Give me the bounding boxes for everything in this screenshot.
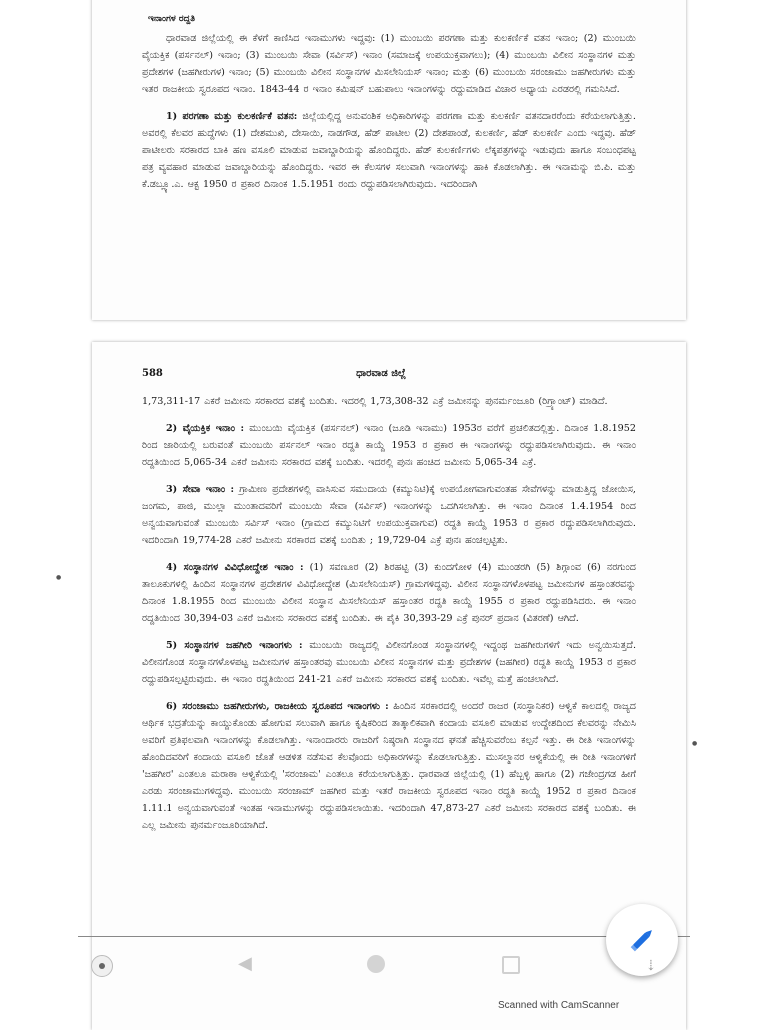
section-heading: 3) ಸೇವಾ ಇನಾಂ : (166, 484, 235, 495)
scan-speck: ● (56, 574, 62, 581)
page-running-header: ಇನಾಂಗಳ ರದ್ದತಿ (148, 14, 196, 24)
section-heading: 2) ವೈಯಕ್ತಿಕ ಇನಾಂ : (166, 423, 245, 434)
back-triangle-icon[interactable]: ◀ (238, 953, 252, 974)
scanner-watermark: Scanned with CamScanner (498, 1000, 620, 1011)
section-body: ಜಿಲ್ಲೆಯಲ್ಲಿದ್ದ ಅನುವಂಶಿಕ ಅಧಿಕಾರಿಗಳನ್ನು ಪರಗಣಾ ಮತ್ತು ಕುಲಕರ್ಣಿ ವತನದಾರರೆಂದು ಕರೆಯಲಾಗುತ್ತಿತ್ತು. ಅವರಲ್ಲಿ ಕೆಲವರ ಹುದ್ದೆಗಳು (1) ದೇಶಮುಖಿ, ದೇಸಾಯಿ, ನಾಡಗೌಡ, ಹೆಡ್ ಪಾಟೀಲ (2) ದೇಶಪಾಂಡೆ, ಕುಲಕರ್ಣಿ, ಹೆಡ್ ಕುಲಕರ್ಣಿ ಎಂದು ಇದ್ದವು. ಹೆಡ್ ಪಾಟೀಲರು ಸರಕಾರದ ಬಾಕಿ ಹಣ ವಸೂಲಿ ಮಾಡುವ ಜವಾಬ್ದಾರಿಯನ್ನು ಹೊಂದಿದ್ದರು. ಹೆಡ್ ಕುಲಕರ್ಣಿಗಳು ಲೆಕ್ಕಪತ್ರಗಳನ್ನು ಇಡುವುದು ಹಾಗೂ ಸಂಬಂಧಪಟ್ಟ ಪತ್ರ ವ್ಯವಹಾರ ಮಾಡುವ ಜವಾಬ್ದಾರಿಯನ್ನು ಹೊಂದಿದ್ದರು. ಇವರ ಈ ಕೆಲಸಗಳ ಸಲುವಾಗಿ ಇನಾಂಗಳನ್ನು ಹಾಕಿ ಕೊಡಲಾಗಿತ್ತು. ಈ ಇನಾಮನ್ನು ಬಿ.ಪಿ. ಮತ್ತು ಕೆ.ಡಬ್ಲ್ಯೂ.ಎ. ಆಕ್ಟ 1950 ರ ಪ್ರಕಾರ ದಿನಾಂಕ 1.5.1951 ರಂದು ರದ್ದುಪಡಿಸಲಾಗಿರುವುದು. ಇದರಿಂದಾಗಿ (142, 111, 636, 190)
section-heading: 5) ಸಂಸ್ಥಾನಗಳ ಜಹಗೀರಿ ಇನಾಂಗಳು : (166, 640, 303, 651)
section-heading: 4) ಸಂಸ್ಥಾನಗಳ ವಿವಿಧೋದ್ದೇಶ ಇನಾಂ : (166, 562, 304, 573)
home-circle-icon[interactable] (367, 955, 385, 973)
paragraph-pargana-kulkarni (142, 108, 636, 193)
paragraph-jahagir-inam (142, 637, 636, 688)
section-heading: 6) ಸರಂಜಾಮು ಜಹಗೀರುಗಳು, ರಾಜಕೀಯ ಸ್ವರೂಪದ ಇನಾಂಗಳು : (166, 701, 389, 712)
section-body: ಮುಂಬಯಿ ವೈಯಕ್ತಿಕ (ಪರ್ಸನಲ್) ಇನಾಂ (ಜೂಡಿ ಇನಾಮು) 1953ರ ವರೆಗೆ ಪ್ರಚಲಿತದಲ್ಲಿತ್ತು. ದಿನಾಂಕ 1.8.1952 ರಿಂದ ಜಾರಿಯಲ್ಲಿ ಬರುವಂತೆ ಮುಂಬಯಿ ಪರ್ಸನಲ್ ಇನಾಂ ರದ್ದತಿ ಕಾಯ್ದೆ 1953 ರ ಪ್ರಕಾರ ಈ ಇನಾಂಗಳನ್ನು ರದ್ದುಪಡಿಸಲಾಗಿರುವುದು. ಈ ಇನಾಂ ರದ್ದತಿಯಿಂದ 5,065-34 ಎಕರೆ ಜಮೀನು ಸರಕಾರದ ವಶಕ್ಕೆ ಬಂದಿತು. ಇದರಲ್ಲಿ ಪುನಃ ಹಂಚಿದ ಜಮೀನು 5,065-34 ಎಕ್ರೆ. (142, 423, 636, 468)
page-running-header: ಧಾರವಾಡ ಜಿಲ್ಲೆ (356, 368, 406, 379)
circle-dot-icon[interactable] (91, 955, 113, 977)
paragraph-personal-inam (142, 420, 636, 471)
page-header (142, 368, 636, 379)
paragraph-inam-types: ಧಾರವಾಡ ಜಿಲ್ಲೆಯಲ್ಲಿ ಈ ಕೆಳಗೆ ಕಾಣಿಸಿದ ಇನಾಮುಗಳು ಇದ್ದವು: (1) ಮುಂಬಯಿ ಪರಗಣಾ ಮತ್ತು ಕುಲಕರ್ಣಿಕೆ ವತನ ಇನಾಂ; (2) ಮುಂಬಯಿ ವೈಯಕ್ತಿಕ (ಪರ್ಸನಲ್) ಇನಾಂ; (3) ಮುಂಬಯಿ ಸೇವಾ (ಸರ್ವಿಸ್) ಇನಾಂ (ಸಮಾಜಕ್ಕೆ ಉಪಯುಕ್ತವಾಗಲು); (4) ಮುಂಬಯಿ ವಿಲೀನ ಸಂಸ್ಥಾನಗಳ ಮತ್ತು ಪ್ರದೇಶಗಳ (ಜಹಗೀರುಗಳ) ಇನಾಂ; (5) ಮುಂಬಯಿ ವಿಲೀನ ಸಂಸ್ಥಾನಗಳ ಮಿಸಲೇನಿಯಸ್ ಇನಾಂ; ಮತ್ತು (6) ಮುಂಬಯಿ ಸರಂಜಾಮು ಜಹಗೀರುಗಳು ಮತ್ತು ಇತರ ರಾಜಕೀಯ ಸ್ವರೂಪದ ಇನಾಂ. 1843-44 ರ ಇನಾಂ ಕಮಿಷನ್ ಬಹುಪಾಲು ಇನಾಂಗಳನ್ನು ರದ್ದುಮಾಡಿದ ವಿಚಾರ ಅಧ್ಯಾಯ ಎರಡರಲ್ಲಿ ಗಮನಿಸಿದೆ. (142, 33, 636, 95)
paragraph-service-inam (142, 481, 636, 549)
paragraph-miscellaneous-inam (142, 559, 636, 627)
page-number: 588 (142, 368, 163, 379)
section-body: (1) ಸವಣೂರ (2) ಶಿರಹಟ್ಟಿ (3) ಕುಂದಗೋಳ (4) ಮುಂಡರಗಿ (5) ಶಿಗ್ಗಾಂವ (6) ನರಗುಂದ ತಾಲೂಕುಗಳಲ್ಲಿ ಹಿಂದಿನ ಸಂಸ್ಥಾನಗಳ ಪ್ರದೇಶಗಳ ವಿವಿಧೋದ್ದೇಶ (ಮಿಸಲೇನಿಯಸ್) ಗ್ರಾಮಗಳಿದ್ದವು. ವಿಲೀನ ಸಂಸ್ಥಾನಗಳೊಳಪಟ್ಟ ಜಮೀನುಗಳ ಹಸ್ತಾಂತರವನ್ನು ದಿನಾಂಕ 1.8.1955 ರಿಂದ ಮುಂಬಯಿ ವಿಲೀನ ಸಂಸ್ಥಾನ ಮಿಸಲೇನಿಯಸ್ ಹಸ್ತಾಂತರ ರದ್ದತಿ ಕಾಯ್ದೆ 1955 ರ ಪ್ರಕಾರ ರದ್ದುಪಡಿಸಿದರು. ಈ ಇನಾಂ ರದ್ದತಿಯಿಂದ 30,394-03 ಎಕರೆ ಜಮೀನು ಸರಕಾರದ ವಶಕ್ಕೆ ಬಂದಿತು. ಈ ಪೈಕಿ 30,393-29 ಎಕ್ರೆ ಪುನರ್ ಪ್ರದಾನ (ವಿತರಣೆ) ಆಗಿದೆ. (142, 562, 636, 624)
scanned-page-bottom (92, 342, 686, 1030)
scroll-arrow-icon[interactable]: ⇣ (645, 958, 657, 974)
edit-fab-button[interactable] (606, 904, 678, 976)
paragraph-continued: 1,73,311-17 ಎಕರೆ ಜಮೀನು ಸರಕಾರದ ವಶಕ್ಕೆ ಬಂದಿತು. ಇದರಲ್ಲಿ 1,73,308-32 ಎಕ್ರೆ ಜಮೀನನ್ನು ಪುನರ್ಮಂಜೂರಿ (ರಿಗ್ರ್ಯಾಂಟ್) ಮಾಡಿದೆ. (142, 396, 608, 407)
recent-apps-icon[interactable] (502, 956, 520, 974)
section-body: ಮುಂಬಯಿ ರಾಜ್ಯದಲ್ಲಿ ವಿಲೀನಗೊಂಡ ಸಂಸ್ಥಾನಗಳಲ್ಲಿ ಇದ್ದಂಥ ಜಹಗೀರುಗಳಿಗೆ ಇದು ಅನ್ವಯಿಸುತ್ತದೆ. ವಿಲೀನಗೊಂಡ ಸಂಸ್ಥಾನಗಳೊಳಪಟ್ಟ ಜಮೀನುಗಳ ಹಸ್ತಾಂತರವು ಮುಂಬಯಿ ವಿಲೀನ ಸಂಸ್ಥಾನಗಳ ಮತ್ತು ಪ್ರದೇಶಗಳ (ಜಹಗೀರ) ರದ್ದತಿ ಕಾಯ್ದೆ 1953 ರ ಪ್ರಕಾರ ರದ್ದುಪಡಿಸಲ್ಪಟ್ಟಿರುವುದು. ಈ ಇನಾಂ ರದ್ದತಿಯಿಂದ 241-21 ಎಕರೆ ಜಮೀನು ಸರಕಾರದ ವಶಕ್ಕೆ ಬಂದಿತು. ಇವೆಲ್ಲ ಮತ್ತೆ ಹಂಚಲಾಗಿದೆ. (142, 640, 636, 685)
section-body: ಹಿಂದಿನ ಸರಕಾರದಲ್ಲಿ ಅಂದರೆ ರಾಜರ (ಸಂಸ್ಥಾನಿಕರ) ಆಳ್ವಿಕೆ ಕಾಲದಲ್ಲಿ ರಾಜ್ಯದ ಆರ್ಥಿಕ ಭದ್ರತೆಯನ್ನು ಕಾಯ್ದುಕೊಂಡು ಹೋಗುವ ಸಲುವಾಗಿ ಹಾಗೂ ಕೃಷಿಕರಿಂದ ತಾತ್ಕಾಲಿಕವಾಗಿ ಕಂದಾಯ ವಸೂಲಿ ಮಾಡುವ ಉದ್ದೇಶದಿಂದ ಕೆಲವರನ್ನು ನೇಮಿಸಿ ಅವರಿಗೆ ಪ್ರತಿಫಲವಾಗಿ ಇನಾಂಗಳನ್ನು ಕೊಡಲಾಗಿತ್ತು. ಇನಾಂದಾರರು ರಾಜರಿಗೆ ನಿಷ್ಠರಾಗಿ ಸಂಸ್ಥಾನದ ಘನತೆ ಹೆಚ್ಚಿಸುವರೆಂಬ ಕಲ್ಪನೆ ಇತ್ತು. ಈ ರೀತಿ ಇನಾಂಗಳನ್ನು ಹೊಂದಿದವರಿಗೆ ಕಂದಾಯ ವಸೂಲಿ ಜೊತೆ ಆಡಳಿತ ನಡೆಸುವ ಕೆಲವೊಂದು ಅಧಿಕಾರಗಳನ್ನು ಕೊಡಲಾಗುತ್ತಿತ್ತು. ಮುಸಲ್ಮಾನರ ಆಳ್ವಿಕೆಯಲ್ಲಿ ಈ ರೀತಿ ಇನಾಂಗಳಿಗೆ 'ಜಹಗೀರ' ಎಂತಲೂ ಮರಾಠಾ ಆಳ್ವಿಕೆಯಲ್ಲಿ 'ಸರಂಜಾಮ' ಎಂತಲೂ ಕರೆಯಲಾಗುತ್ತಿತ್ತು. ಧಾರವಾಡ ಜಿಲ್ಲೆಯಲ್ಲಿ (1) ಹೆಬ್ಬಳ್ಳಿ ಹಾಗೂ (2) ಗಜೇಂದ್ರಗಡ ಹೀಗೆ ಎರಡು ಸರಂಜಾಮುಗಳಿದ್ದವು. ಮುಂಬಯಿ ಸರಂಜಾಮ್ ಜಹಗೀರ ಮತ್ತು ಇತರೆ ರಾಜಕೀಯ ಸ್ವರೂಪದ ಇನಾಂ ರದ್ದತಿ ಕಾಯ್ದೆ 1952 ರ ಪ್ರಕಾರ ದಿನಾಂಕ 1.11.1 ಅನ್ವಯವಾಗುವಂತೆ ಇಂತಹ ಇನಾಮುಗಳನ್ನು ರದ್ದುಪಡಿಸಲಾಯಿತು. ಇದರಿಂದಾಗಿ 47,873-27 ಎಕರೆ ಜಮೀನು ಸರಕಾರದ ವಶಕ್ಕೆ ಬಂದಿತು. ಈ ಎಲ್ಲ ಜಮೀನು ಪುನರ್ಮಂಜೂರಿಯಾಗಿದೆ. (142, 701, 636, 831)
scanned-page-top (92, 0, 686, 320)
section-body: ಗ್ರಾಮೀಣ ಪ್ರದೇಶಗಳಲ್ಲಿ ವಾಸಿಸುವ ಸಮುದಾಯ (ಕಮ್ಯುನಿಟಿ)ಕ್ಕೆ ಉಪಯೋಗವಾಗುವಂತಹ ಸೇವೆಗಳನ್ನು ಮಾಡುತ್ತಿದ್ದ ಜೋಯಿಸ, ಜಂಗಮ, ಪಾಜಿ, ಮುಲ್ಲಾ ಮುಂತಾದವರಿಗೆ ಮುಂಬಯಿ ಸೇವಾ (ಸರ್ವಿಸ್) ಇನಾಂಗಳನ್ನು ಒದಗಿಸಲಾಗಿತ್ತು. ಈ ಇನಾಂ ದಿನಾಂಕ 1.4.1954 ರಿಂದ ಅನ್ವಯವಾಗುವಂತೆ ಮುಂಬಯಿ ಸರ್ವಿಸ್ ಇನಾಂ (ಗ್ರಾಮದ ಕಮ್ಯುನಿಟಿಗೆ ಉಪಯುಕ್ತವಾಗುವ) ರದ್ದತಿ ಕಾಯ್ದೆ 1953 ರ ಪ್ರಕಾರ ರದ್ದುಪಡಿಸಲಾಗಿರುವುದು. ಇದರಿಂದಾಗಿ 19,774-28 ಎಕರೆ ಜಮೀನು ಸರಕಾರದ ವಶಕ್ಕೆ ಬಂದಿತು ; 19,729-04 ಎಕ್ರೆ ಪುನಃ ಹಂಚಲ್ಪಟ್ಟಿತು. (142, 484, 636, 546)
paragraph-saranjam-inam (142, 698, 636, 834)
section-heading: 1) ಪರಗಣಾ ಮತ್ತು ಕುಲಕರ್ಣಿಕೆ ವತನ: (166, 111, 298, 122)
pencil-icon (627, 925, 657, 955)
scan-speck: ● (692, 740, 698, 747)
navigation-divider (78, 936, 690, 937)
